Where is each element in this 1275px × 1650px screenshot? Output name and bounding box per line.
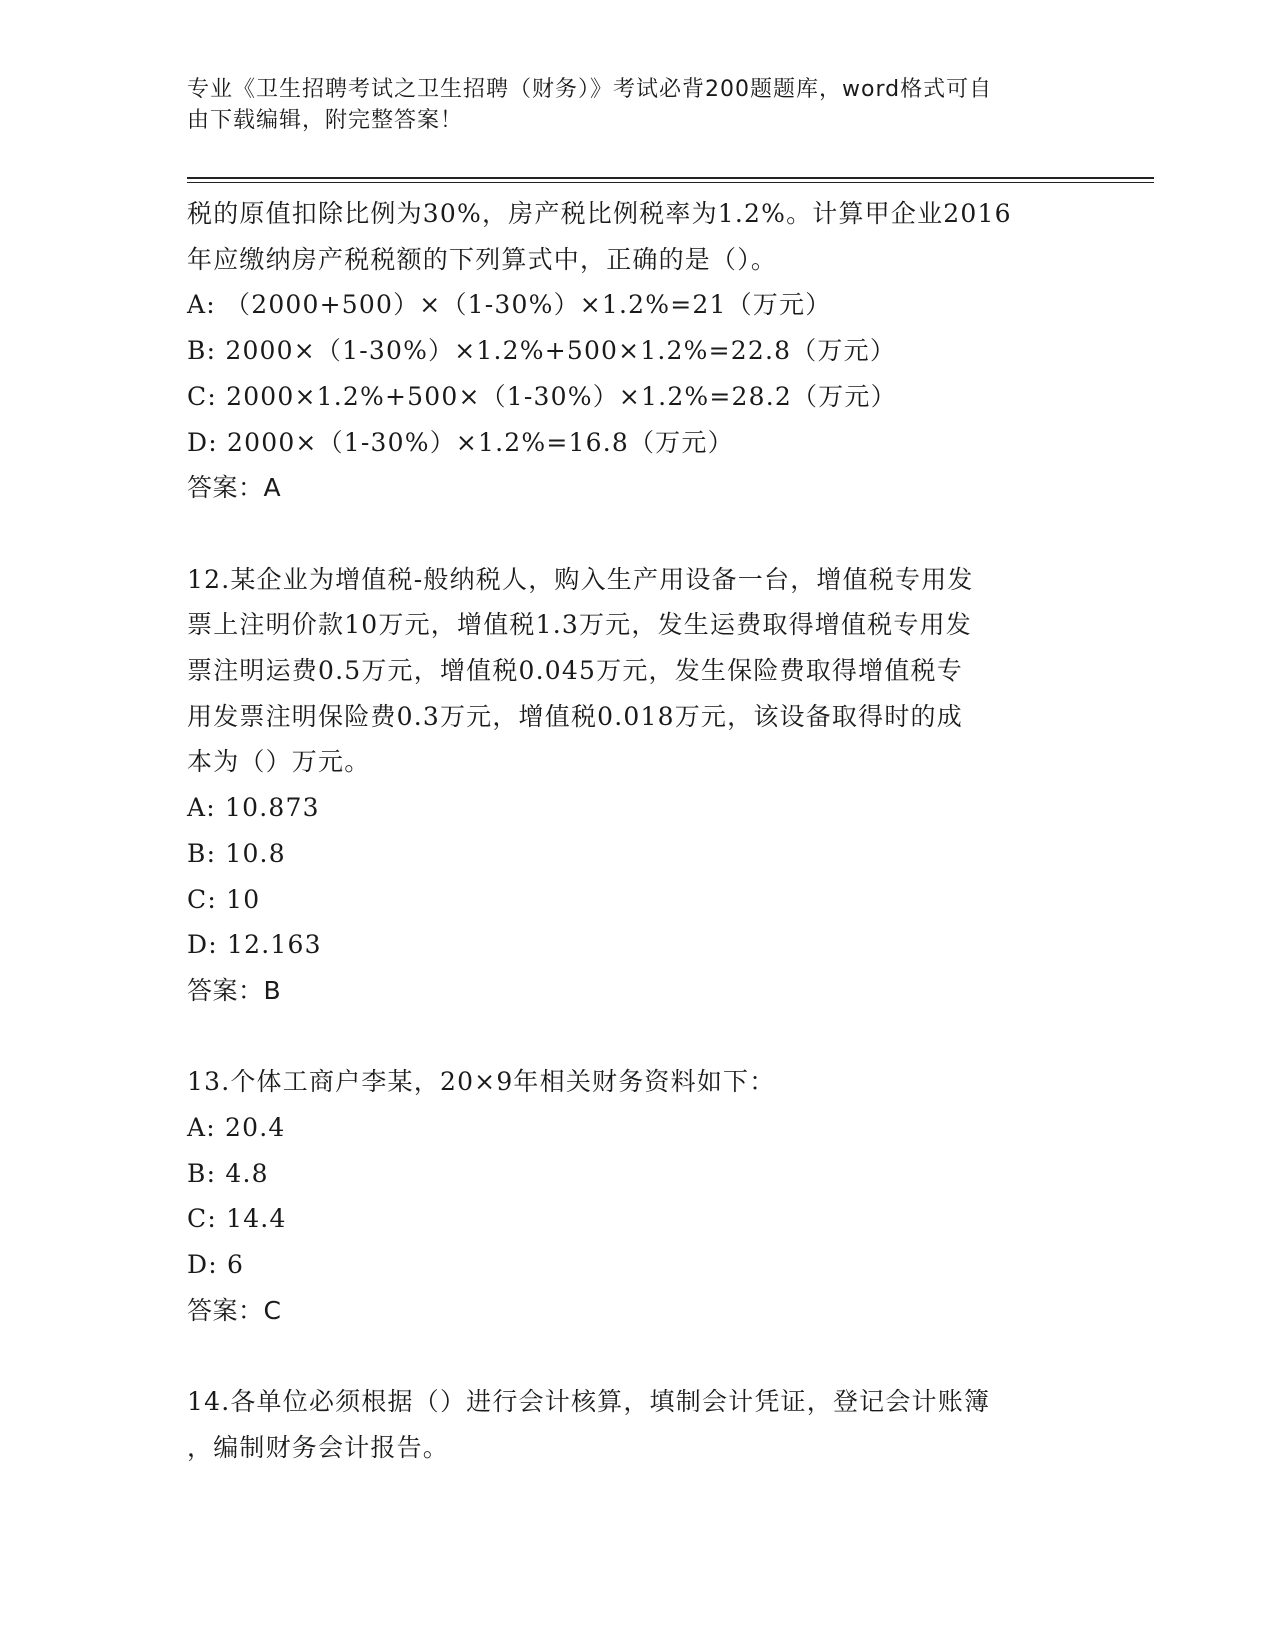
question-list xyxy=(187,191,1087,1471)
header-line-1: 专业《卫生招聘考试之卫生招聘（财务）》考试必背200题题库，word格式可自 xyxy=(187,77,993,102)
option-a: A: 10.873 xyxy=(187,793,320,823)
option-d: D: 12.163 xyxy=(187,930,322,960)
option-a: A: （2000+500）×（1-30%）×1.2%=21（万元） xyxy=(187,290,832,320)
answer-line: 答案：A xyxy=(187,473,282,503)
question-stem-line: 12.某企业为增值税-般纳税人，购入生产用设备一台，增值税专用发 xyxy=(187,564,974,594)
option-d: D: 2000×（1-30%）×1.2%=16.8（万元） xyxy=(187,427,734,457)
header-divider-thick xyxy=(187,177,1154,179)
question-stem-line: 用发票注明保险费0.3万元，增值税0.018万元，该设备取得时的成 xyxy=(187,701,963,731)
option-b: B: 2000×（1-30%）×1.2%+500×1.2%=22.8（万元） xyxy=(187,336,897,366)
question-stem-line: ，编制财务会计报告。 xyxy=(187,1432,450,1462)
question-14 xyxy=(187,1379,1087,1470)
option-d: D: 6 xyxy=(187,1250,245,1280)
option-c: C: 10 xyxy=(187,884,261,914)
answer-line: 答案：B xyxy=(187,975,282,1005)
option-c: C: 2000×1.2%+500×（1-30%）×1.2%=28.2（万元） xyxy=(187,381,897,411)
question-spacer xyxy=(187,1334,1087,1380)
question-spacer xyxy=(187,511,1087,557)
answer-line: 答案：C xyxy=(187,1295,282,1325)
question-stem-line: 税的原值扣除比例为30%，房产税比例税率为1.2%。计算甲企业2016 xyxy=(187,199,1012,228)
header-divider-thin xyxy=(187,182,1154,183)
question-stem-line: 票注明运费0.5万元，增值税0.045万元，发生保险费取得增值税专 xyxy=(187,656,963,686)
question-spacer xyxy=(187,1014,1087,1060)
question-11 xyxy=(187,191,1087,511)
document-header xyxy=(187,74,1067,136)
question-stem-line: 票上注明价款10万元，增值税1.3万元，发生运费取得增值税专用发 xyxy=(187,610,972,640)
header-line-2: 由下载编辑，附完整答案！ xyxy=(187,108,464,133)
option-c: C: 14.4 xyxy=(187,1204,287,1234)
question-12 xyxy=(187,557,1087,1014)
option-a: A: 20.4 xyxy=(187,1113,286,1143)
option-b: B: 4.8 xyxy=(187,1158,269,1188)
question-13 xyxy=(187,1059,1087,1333)
option-b: B: 10.8 xyxy=(187,838,286,868)
question-stem-line: 年应缴纳房产税税额的下列算式中，正确的是（）。 xyxy=(187,244,778,274)
question-stem-line: 13.个体工商户李某，20×9年相关财务资料如下： xyxy=(187,1067,776,1097)
question-stem-line: 14.各单位必须根据（）进行会计核算，填制会计凭证，登记会计账簿 xyxy=(187,1387,991,1417)
question-stem-line: 本为（）万元。 xyxy=(187,747,371,777)
